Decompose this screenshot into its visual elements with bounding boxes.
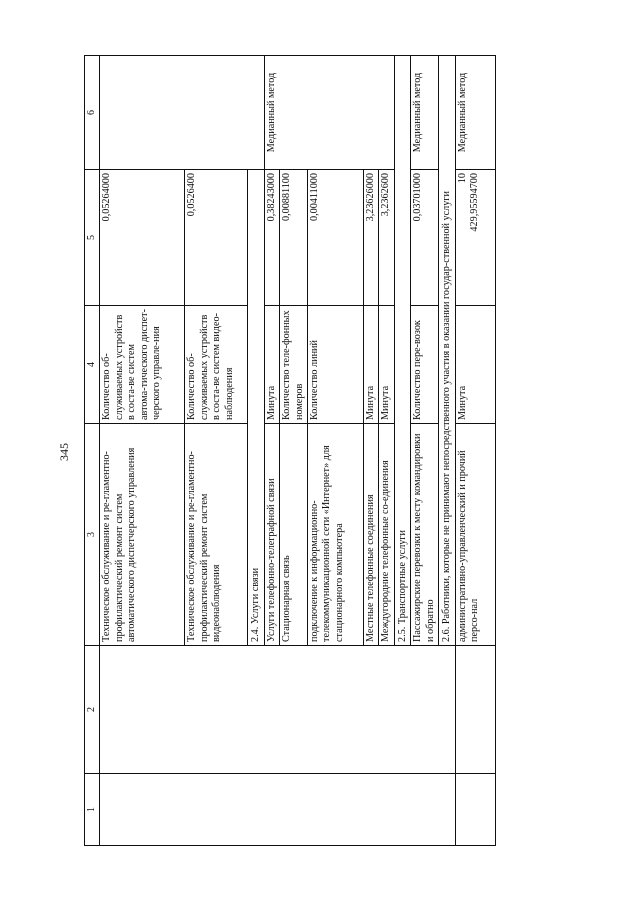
method-cell: Медианный метод (411, 56, 439, 170)
column-1-cell (100, 774, 455, 846)
value-cell: 3,2362600 (379, 170, 394, 306)
unit-cell: Количество теле-фонных номеров (280, 306, 308, 424)
unit-cell: Минута (363, 306, 378, 424)
column-header-4: 4 (85, 306, 100, 424)
unit-cell: Минута (455, 306, 495, 424)
section-heading-2-4: 2.4. Услуги связи (248, 170, 264, 646)
method-cell: Медианный метод (264, 56, 394, 170)
services-norms-table (84, 55, 496, 846)
column-2-cell (100, 646, 455, 774)
service-name-cell: Пассажирские перевозки к месту командировки и обратно (411, 424, 439, 646)
value-cell: 0,00411000 (307, 170, 363, 306)
value-cell: 3,23626000 (363, 170, 378, 306)
column-header-6: 6 (85, 56, 100, 170)
column-header-2: 2 (85, 646, 100, 774)
unit-cell: Количество об-служиваемых устройств в соста-ве систем автома-тического диспет-черского управле-ния (100, 306, 185, 424)
column-header-5: 5 (85, 170, 100, 306)
unit-cell: Количество линий (307, 306, 363, 424)
value-cell: 0,0526400 (185, 170, 248, 306)
column-2-cell (455, 646, 495, 774)
column-number-row (85, 56, 100, 846)
service-name-cell: административно-управленческий и прочий персо-нал (455, 424, 495, 646)
section-heading-2-6: 2.6. Работники, которые не принимают непосредственного участия в оказании государ-ственной услуги (439, 56, 455, 646)
unit-cell: Количество об-служиваемых устройств в соста-ве систем видео-наблюдения (185, 306, 248, 424)
service-name-cell: Услуги телефонно-телеграфной связи (264, 424, 279, 646)
service-name-cell: подключение к информационно-телекоммуникационной сети «Интернет» для стационарного компьютера (307, 424, 363, 646)
value-cell: 0,03701000 (411, 170, 439, 306)
table-row (455, 56, 495, 846)
method-cell: Медианный метод (455, 56, 495, 170)
service-name-cell: Техническое обслуживание и ре-гламентно-профилактический ремонт систем видеонаблюдения (185, 424, 248, 646)
service-name-cell: Местные телефонные соединения (363, 424, 378, 646)
column-1-cell (455, 774, 495, 846)
value-cell (455, 170, 495, 306)
column-header-1: 1 (85, 774, 100, 846)
section-heading-2-5: 2.5. Транспортные услуги (394, 56, 410, 646)
rotated-table-container (84, 56, 568, 846)
unit-cell: Минута (379, 306, 394, 424)
value-cell-line: 429,95594700 (469, 173, 480, 232)
service-name-cell: Стационарная связь (280, 424, 308, 646)
value-cell: 0,38243000 (264, 170, 279, 306)
page-number: 345 (57, 443, 71, 461)
method-cell (100, 56, 264, 170)
column-header-3: 3 (85, 424, 100, 646)
service-name-cell: Междугородние телефонные со-единения (379, 424, 394, 646)
table-row (100, 56, 185, 846)
unit-cell: Минута (264, 306, 279, 424)
service-name-cell: Техническое обслуживание и ре-гламентно-профилактический ремонт систем автоматического диспетчерского управления (100, 424, 185, 646)
value-cell: 0,00881100 (280, 170, 308, 306)
unit-cell: Количество пере-возок (411, 306, 439, 424)
value-cell-line: 10 (456, 173, 468, 184)
value-cell: 0,05264000 (100, 170, 185, 306)
